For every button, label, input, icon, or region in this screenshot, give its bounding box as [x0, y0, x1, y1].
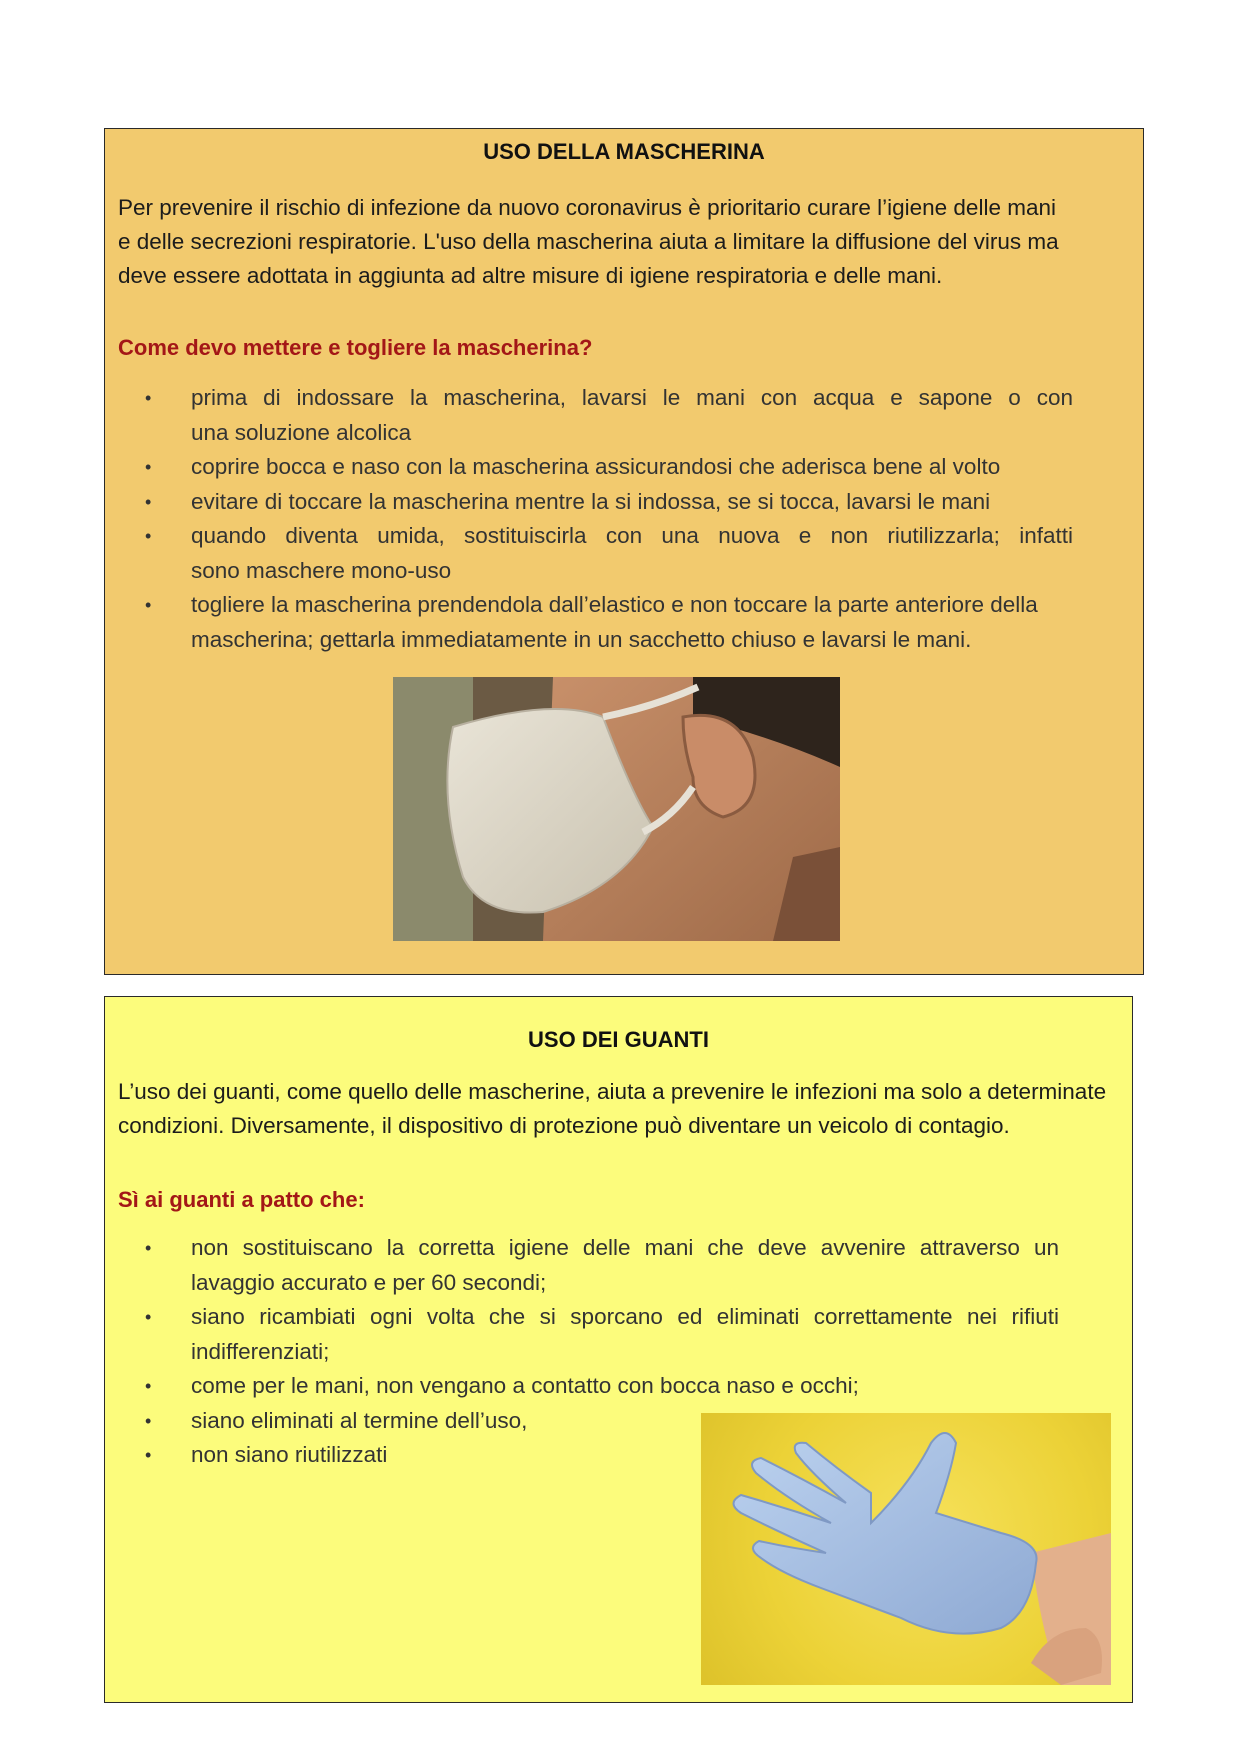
- list-item: [105, 1231, 1059, 1300]
- glove-photo: [701, 1413, 1111, 1685]
- gloves-intro-line: condizioni. Diversamente, il dispositivo di protezione può diventare un veicolo di contagio.: [118, 1113, 1010, 1138]
- list-item-line: togliere la mascherina prendendola dall’elastico e non toccare la parte anteriore della: [191, 592, 1038, 617]
- mask-intro-line: e delle secrezioni respiratorie. L'uso della mascherina aiuta a limitare la diffusione del virus ma: [118, 229, 1059, 254]
- list-item: [105, 1300, 1059, 1369]
- bullet-icon: •: [145, 1307, 152, 1327]
- list-item-line: coprire bocca e naso con la mascherina assicurandosi che aderisca bene al volto: [191, 454, 1001, 479]
- bullet-icon: •: [145, 457, 152, 477]
- list-item-line: una soluzione alcolica: [191, 419, 412, 445]
- list-item-line: non sostituiscano la corretta igiene delle mani che deve avvenire attraverso un: [191, 1235, 1059, 1260]
- list-item-line: siano ricambiati ogni volta che si sporcano ed eliminati correttamente nei rifiuti: [191, 1304, 1059, 1329]
- list-item: [105, 519, 1073, 588]
- list-item-line: lavaggio accurato e per 60 secondi;: [191, 1269, 547, 1295]
- mask-section-title: USO DELLA MASCHERINA: [483, 139, 765, 164]
- list-item-line: prima di indossare la mascherina, lavarsi le mani con acqua e sapone o con: [191, 385, 1073, 410]
- list-item: [105, 1369, 1059, 1404]
- list-item-line: come per le mani, non vengano a contatto con bocca naso e occhi;: [191, 1373, 859, 1398]
- mask-intro-paragraph: [118, 191, 1059, 293]
- list-item: [105, 485, 1073, 520]
- list-item: [105, 450, 1073, 485]
- bullet-icon: •: [145, 1445, 152, 1465]
- list-item-line: indifferenziati;: [191, 1338, 330, 1364]
- list-item-line: non siano riutilizzati: [191, 1442, 388, 1467]
- list-item: [105, 588, 1073, 657]
- gloves-intro-line: L’uso dei guanti, come quello delle mascherine, aiuta a prevenire le infezioni ma solo a determinate: [118, 1079, 1107, 1104]
- list-item-line: mascherina; gettarla immediatamente in un sacchetto chiuso e lavarsi le mani.: [191, 626, 972, 652]
- mask-photo: [393, 677, 840, 941]
- list-item-line: quando diventa umida, sostituiscirla con una nuova e non riutilizzarla; infatti: [191, 523, 1073, 548]
- list-item-line: sono maschere mono-uso: [191, 557, 452, 583]
- list-item-line: evitare di toccare la mascherina mentre la si indossa, se si tocca, lavarsi le mani: [191, 488, 991, 514]
- list-item-line: siano eliminati al termine dell’uso,: [191, 1407, 528, 1433]
- mask-bullet-list: [105, 381, 1073, 657]
- gloves-section-title: USO DEI GUANTI: [528, 1027, 709, 1052]
- bullet-icon: •: [145, 1238, 152, 1258]
- mask-subheading: Come devo mettere e togliere la mascherina?: [118, 335, 593, 360]
- bullet-icon: •: [145, 388, 152, 408]
- bullet-icon: •: [145, 595, 152, 615]
- list-item: [105, 381, 1073, 450]
- gloves-section: [104, 996, 1133, 1703]
- mask-intro-line: Per prevenire il rischio di infezione da nuovo coronavirus è prioritario curare l’igiene delle mani: [118, 195, 1056, 220]
- gloves-subheading: Sì ai guanti a patto che:: [118, 1187, 365, 1212]
- mask-section: [104, 128, 1144, 975]
- bullet-icon: •: [145, 491, 152, 512]
- gloves-intro-paragraph: [118, 1075, 1106, 1143]
- bullet-icon: •: [145, 1376, 152, 1396]
- mask-intro-line: deve essere adottata in aggiunta ad altre misure di igiene respiratoria e delle mani.: [118, 263, 943, 288]
- bullet-icon: •: [145, 526, 152, 546]
- bullet-icon: •: [145, 1410, 152, 1431]
